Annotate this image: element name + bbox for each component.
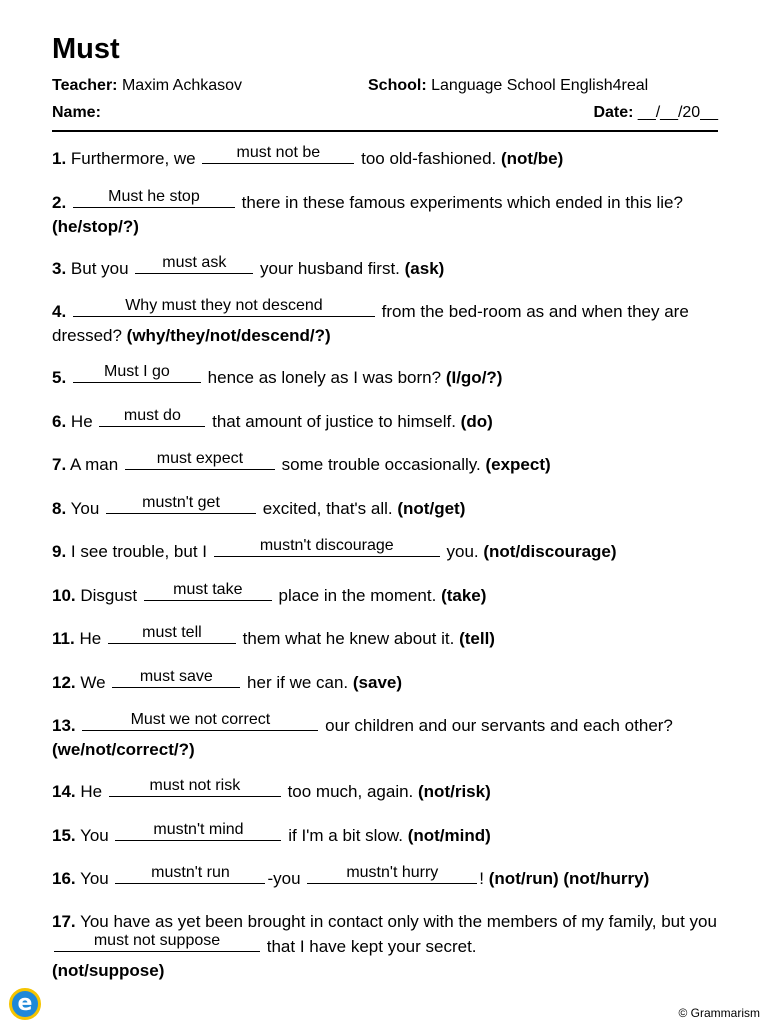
date-field [368, 103, 718, 123]
question-item [52, 539, 718, 564]
verb-hint: (tell) [459, 629, 495, 648]
answer-blank[interactable] [99, 406, 205, 427]
question-text: You [80, 825, 109, 845]
answer-text: mustn't mind [153, 820, 244, 838]
verb-hint: (not/risk) [418, 782, 491, 801]
answer-text: mustn't discourage [259, 537, 394, 554]
answer-text: must not be [236, 144, 321, 161]
question-number: 16. [52, 869, 76, 888]
verb-hint: (not/discourage) [483, 542, 617, 561]
answer-blank[interactable] [115, 866, 265, 884]
question-number: 15. [52, 825, 76, 845]
answer-blank[interactable] [106, 493, 256, 514]
teacher-info [52, 76, 368, 96]
answer-blank[interactable] [108, 626, 236, 644]
question-text: But you [70, 258, 129, 278]
question-list [52, 146, 718, 983]
question-number: 17. [52, 911, 76, 931]
question-text: I see trouble, but I [70, 542, 208, 561]
verb-hint: (save) [352, 672, 403, 692]
answer-text: mustn't get [142, 493, 220, 511]
verb-hint: (take) [441, 585, 487, 605]
question-text: You have as yet been brought in contact only with the members of my family, but you [80, 911, 717, 931]
answer-text: must tell [142, 624, 202, 641]
question-text: her if we can. [247, 672, 349, 692]
question-item [52, 365, 718, 390]
answer-text: must do [123, 406, 181, 424]
question-item [52, 713, 718, 762]
question-item [52, 299, 718, 348]
answer-blank[interactable] [73, 187, 235, 208]
question-text: that I have kept your secret. [266, 936, 477, 956]
verb-hint: (not/mind) [407, 825, 491, 845]
name-field [52, 103, 368, 123]
verb-hint: (not/suppose) [52, 960, 165, 980]
worksheet-title: Must [52, 33, 120, 65]
question-text: our children and our servants and each other? [325, 716, 673, 735]
answer-blank[interactable] [73, 299, 375, 317]
answer-text: Must he stop [108, 187, 200, 205]
question-text: if I'm a bit slow. [288, 825, 403, 845]
question-item [52, 910, 718, 983]
answer-text: Must we not correct [130, 711, 271, 728]
answer-blank[interactable] [82, 713, 318, 731]
verb-hint: (do) [460, 411, 493, 431]
question-text: excited, that's all. [262, 498, 393, 518]
answer-text: Why must they not descend [125, 297, 323, 314]
question-item [52, 779, 718, 804]
verb-hint: (why/they/not/descend/?) [126, 326, 331, 345]
question-number: 6. [52, 411, 67, 431]
teacher-label: Teacher: [52, 77, 118, 94]
verb-hint: (he/stop/?) [52, 216, 139, 236]
question-number: 12. [52, 672, 76, 692]
question-text: some trouble occasionally. [281, 455, 481, 474]
answer-blank[interactable] [135, 253, 253, 274]
question-item [52, 406, 718, 434]
question-item [52, 187, 718, 239]
answer-text: must ask [162, 253, 227, 271]
answer-blank[interactable] [109, 779, 281, 797]
name-label: Name: [52, 104, 101, 121]
question-number: 5. [52, 368, 67, 387]
question-text: You [80, 869, 109, 888]
answer-blank[interactable] [125, 452, 275, 470]
question-number: 14. [52, 782, 76, 801]
question-number: 13. [52, 716, 76, 735]
answer-text: mustn't run [151, 864, 230, 881]
question-item [52, 820, 718, 848]
question-number: 4. [52, 302, 67, 321]
question-text: Disgust [80, 585, 138, 605]
verb-hint: (expect) [485, 455, 551, 474]
question-item [52, 580, 718, 608]
verb-hint: (not/run) (not/hurry) [488, 869, 650, 888]
verb-hint: (not/be) [500, 149, 564, 168]
teacher-value: Maxim Achkasov [121, 77, 243, 94]
question-item [52, 493, 718, 521]
question-text: that amount of justice to himself. [212, 411, 456, 431]
answer-blank[interactable] [202, 146, 354, 164]
question-text: Furthermore, we [70, 149, 196, 168]
question-number: 8. [52, 498, 67, 518]
question-number: 1. [52, 149, 67, 168]
school-value: Language School English4real [431, 77, 649, 94]
answer-text: must take [173, 580, 243, 598]
question-number: 9. [52, 542, 67, 561]
question-text: ! [479, 869, 485, 888]
question-text: too much, again. [287, 782, 414, 801]
header-row-2 [52, 103, 718, 123]
date-label: Date: [593, 104, 634, 121]
answer-blank[interactable] [115, 820, 281, 841]
question-item [52, 866, 718, 891]
verb-hint: (we/not/correct/?) [52, 740, 195, 759]
school-label: School: [368, 77, 427, 94]
question-item [52, 146, 718, 171]
question-item [52, 667, 718, 695]
answer-blank[interactable] [112, 667, 240, 688]
question-text: your husband first. [260, 258, 400, 278]
question-text: place in the moment. [278, 585, 437, 605]
question-text: from the bed-room as and when they are dressed? [52, 302, 689, 345]
question-text: hence as lonely as I was born? [207, 368, 442, 387]
verb-hint: (ask) [404, 258, 445, 278]
question-text: there in these famous experiments which ended in this lie? [241, 192, 683, 212]
question-text: He [79, 629, 102, 648]
date-value: __/__/20__ [637, 104, 718, 121]
question-text: you. [446, 542, 479, 561]
answer-text: must expect [156, 450, 244, 467]
answer-text: mustn't hurry [346, 864, 439, 881]
worksheet [52, 32, 718, 1001]
question-text: We [80, 672, 106, 692]
logo-letter: e [17, 991, 33, 1016]
question-number: 7. [52, 455, 67, 474]
grammarism-logo [9, 988, 41, 1020]
verb-hint: (I/go/?) [445, 368, 503, 387]
question-item [52, 253, 718, 281]
question-item [52, 626, 718, 651]
answer-blank[interactable] [307, 866, 477, 884]
answer-text: must not risk [149, 777, 241, 794]
school-info [368, 76, 718, 96]
answer-blank[interactable] [73, 365, 201, 383]
question-number: 10. [52, 585, 76, 605]
answer-blank[interactable] [214, 539, 440, 557]
answer-text: must not suppose [93, 931, 221, 949]
question-number: 2. [52, 192, 67, 212]
answer-blank[interactable] [144, 580, 272, 601]
verb-hint: (not/get) [397, 498, 466, 518]
question-text: You [70, 498, 100, 518]
answer-blank[interactable] [54, 931, 260, 952]
question-number: 3. [52, 258, 67, 278]
question-text: them what he knew about it. [242, 629, 455, 648]
answer-text: must save [139, 667, 213, 685]
question-item [52, 452, 718, 477]
question-text: He [80, 782, 103, 801]
question-text: He [70, 411, 93, 431]
question-text: too old-fashioned. [361, 149, 497, 168]
copyright-notice: © Grammarism [678, 1006, 760, 1020]
header-divider [52, 130, 718, 132]
question-text: A man [69, 455, 119, 474]
answer-text: Must I go [104, 363, 170, 380]
question-number: 11. [52, 629, 75, 648]
question-text: -you [267, 869, 301, 888]
header-row-1 [52, 76, 718, 96]
